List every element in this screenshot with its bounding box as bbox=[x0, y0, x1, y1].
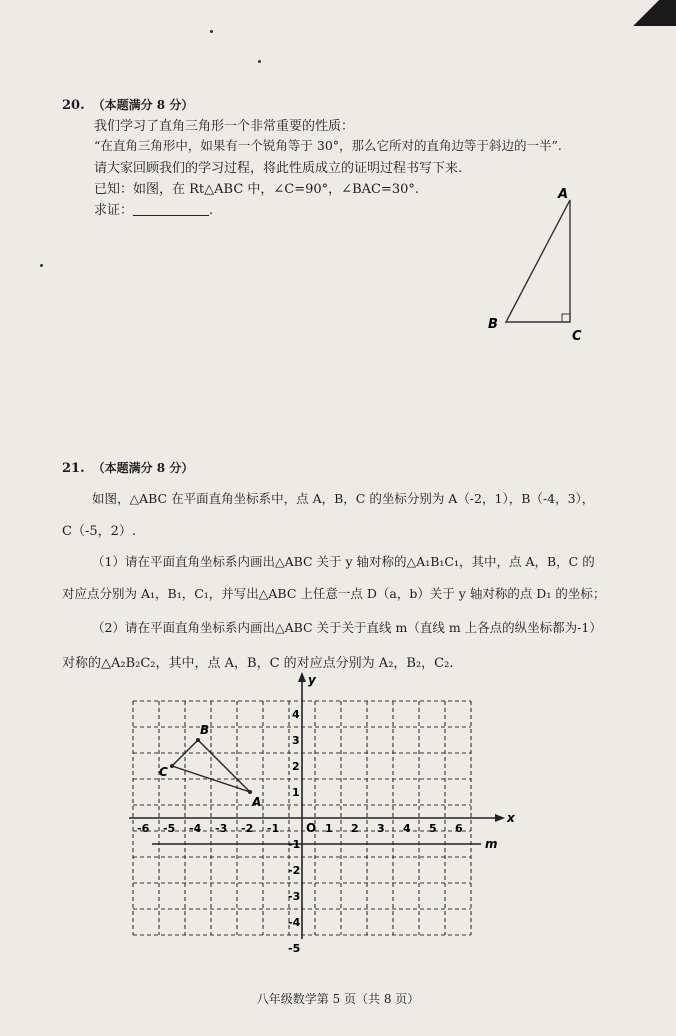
q20-line-4: 已知：如图，在 Rt△ABC 中，∠C=90°，∠BAC=30°. bbox=[94, 182, 420, 197]
y-tick-label: -5 bbox=[288, 942, 301, 955]
q20-line-1: 我们学习了直角三角形一个非常重要的性质： bbox=[94, 119, 355, 134]
q20-header: （本题满分 8 分） bbox=[92, 98, 194, 112]
point-label-b: B bbox=[200, 723, 210, 737]
point-label-c: C bbox=[159, 765, 168, 779]
x-axis-arrow bbox=[495, 814, 505, 822]
triangle-abc bbox=[506, 200, 570, 322]
x-tick-label: 4 bbox=[403, 822, 411, 835]
y-tick-label: -4 bbox=[288, 916, 301, 929]
triangle-points bbox=[159, 723, 261, 809]
q20-line-3: 请大家回顾我们的学习过程，将此性质成立的证明过程书写下来. bbox=[94, 161, 463, 176]
q21-line-4: 对应点分别为 A₁，B₁，C₁，并写出△ABC 上任意一点 D（a，b）关于 y 轴对称的点 D₁ 的坐标； bbox=[62, 586, 606, 601]
x-tick-label: -5 bbox=[163, 822, 176, 835]
x-tick-label: 3 bbox=[377, 822, 385, 835]
line-m-label: m bbox=[485, 837, 498, 851]
triangle-figure bbox=[480, 182, 590, 347]
page-footer: 八年级数学第 5 页（共 8 页） bbox=[256, 992, 420, 1006]
prove-label: 求证： bbox=[94, 203, 134, 218]
speck bbox=[258, 60, 261, 63]
x-tick-label: 6 bbox=[455, 822, 463, 835]
y-tick-label: -1 bbox=[288, 838, 301, 851]
x-tick-label: 2 bbox=[351, 822, 359, 835]
x-tick-label: -1 bbox=[267, 822, 280, 835]
coordinate-graph bbox=[120, 672, 520, 972]
q21-line-5: （2）请在平面直角坐标系内画出△ABC 关于关于直线 m（直线 m 上各点的纵坐标都为-1） bbox=[92, 620, 602, 635]
origin-label: O bbox=[306, 821, 317, 835]
prove-end: . bbox=[209, 203, 214, 218]
label-b: B bbox=[488, 317, 498, 332]
right-angle-mark bbox=[562, 314, 570, 322]
page-edge bbox=[630, 0, 676, 26]
speck bbox=[40, 264, 43, 267]
q21-line-1: 如图，△ABC 在平面直角坐标系中，点 A，B，C 的坐标分别为 A（-2，1），B（-4，3）， bbox=[92, 491, 595, 506]
x-tick-label: -2 bbox=[241, 822, 254, 835]
point-a bbox=[248, 790, 252, 794]
q21-line-3: （1）请在平面直角坐标系内画出△ABC 关于 y 轴对称的△A₁B₁C₁，其中，点 A，B，C 的 bbox=[92, 554, 595, 569]
q20-line-2: “在直角三角形中，如果有一个锐角等于 30°，那么它所对的直角边等于斜边的一半”. bbox=[94, 138, 562, 153]
label-a: A bbox=[558, 187, 569, 202]
answer-blank[interactable] bbox=[133, 203, 209, 216]
x-tick-label: 5 bbox=[429, 822, 437, 835]
q21-line-6: 对称的△A₂B₂C₂，其中，点 A，B，C 的对应点分别为 A₂，B₂，C₂. bbox=[62, 656, 454, 671]
speck bbox=[210, 30, 213, 33]
q21-header: （本题满分 8 分） bbox=[92, 461, 194, 475]
x-tick-label: -4 bbox=[189, 822, 202, 835]
y-tick-label: 3 bbox=[292, 734, 300, 747]
y-axis-arrow bbox=[298, 672, 306, 682]
y-tick-label: -2 bbox=[288, 864, 301, 877]
point-b bbox=[196, 738, 200, 742]
x-tick-label: -6 bbox=[137, 822, 150, 835]
y-tick-label: 1 bbox=[292, 786, 300, 799]
q21-number: 21. bbox=[62, 461, 85, 476]
y-tick-label: -3 bbox=[288, 890, 301, 903]
y-tick-label: 4 bbox=[292, 708, 300, 721]
x-tick-label: 1 bbox=[325, 822, 333, 835]
label-c: C bbox=[572, 329, 582, 344]
point-label-a: A bbox=[252, 795, 262, 809]
q20-prove bbox=[94, 199, 213, 218]
point-c bbox=[170, 764, 174, 768]
q21-line-2: C（-5，2）. bbox=[62, 524, 137, 539]
y-tick-label: 2 bbox=[292, 760, 300, 773]
x-axis-label: x bbox=[507, 811, 515, 825]
x-tick-label: -3 bbox=[215, 822, 228, 835]
y-axis-label: y bbox=[308, 673, 316, 687]
q20-number: 20. bbox=[62, 98, 85, 113]
